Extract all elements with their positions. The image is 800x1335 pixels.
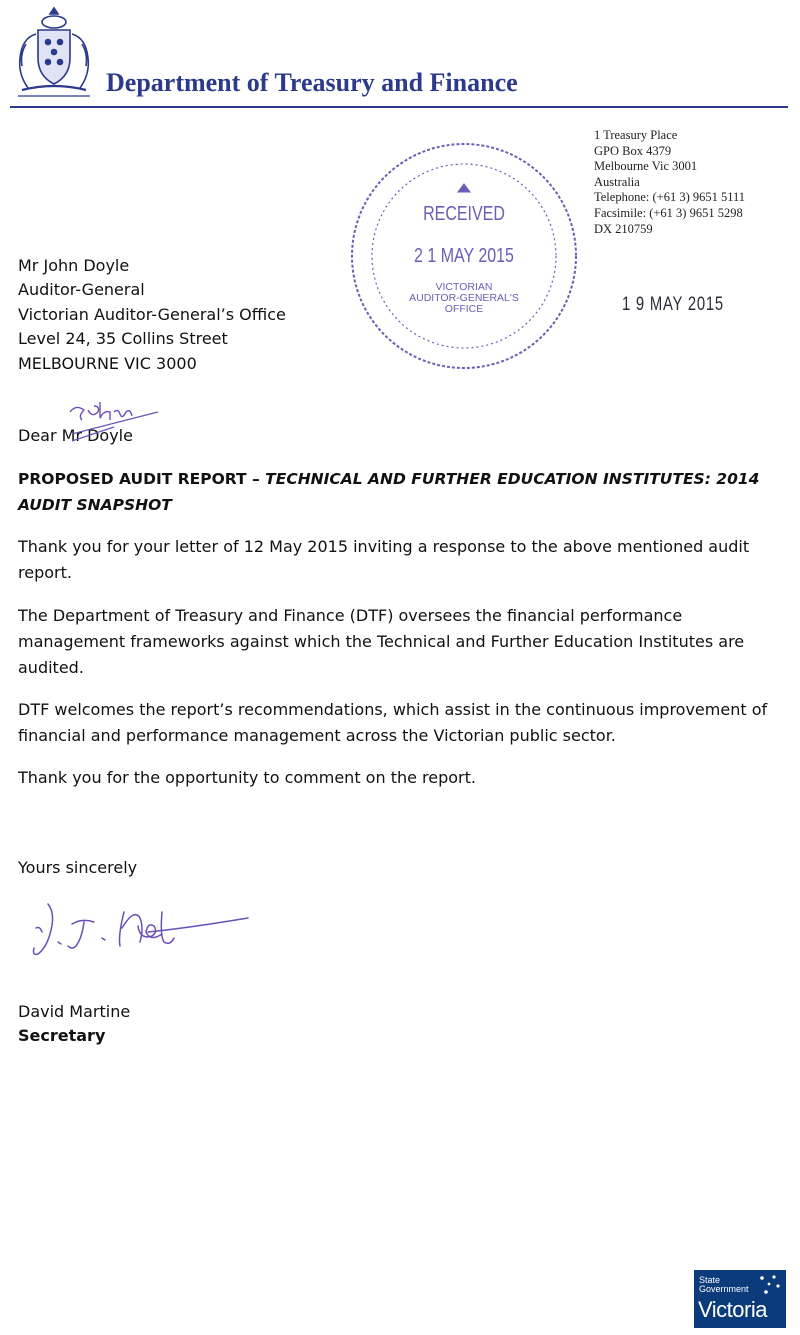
stamp-heading: RECEIVED	[423, 202, 505, 225]
subject-line	[18, 466, 788, 518]
recipient-street: Level 24, 35 Collins Street	[18, 329, 228, 349]
coat-of-arms-icon	[8, 4, 100, 102]
logo-wordmark: Victoria	[698, 1297, 767, 1322]
address-line: Melbourne Vic 3001	[594, 159, 698, 174]
stamp-date: 2 1 MAY 2015	[414, 244, 514, 267]
telephone-line: Telephone: (+61 3) 9651 5111	[594, 190, 746, 205]
letterhead-divider	[10, 106, 788, 108]
signature	[28, 898, 268, 978]
signer-title: Secretary	[18, 1026, 106, 1045]
body-paragraph: DTF welcomes the report’s recommendations, which assist in the continuous improvement of financial and performance management across the Victorian public sector.	[18, 700, 768, 745]
logo-line: Government	[699, 1284, 749, 1294]
salutation: Dear Mr Doyle	[18, 426, 133, 445]
address-line: Australia	[594, 174, 640, 189]
recipient-office: Victorian Auditor-General’s Office	[18, 304, 286, 324]
dx-line: DX 210759	[594, 221, 653, 236]
logo-line: State	[699, 1275, 721, 1285]
facsimile-line: Facsimile: (+61 3) 9651 5298	[594, 205, 743, 220]
recipient-city: MELBOURNE VIC 3000	[18, 353, 197, 373]
closing: Yours sincerely	[18, 858, 138, 877]
subject-prefix: PROPOSED AUDIT REPORT –	[18, 470, 266, 488]
body-paragraph: Thank you for the opportunity to comment on the report.	[18, 768, 476, 787]
address-line: 1 Treasury Place	[594, 128, 678, 142]
department-title: Department of Treasury and Finance	[106, 68, 518, 97]
recipient-name: Mr John Doyle	[18, 256, 130, 275]
received-stamp	[344, 140, 584, 376]
department-address	[594, 128, 745, 237]
body-paragraph: Thank you for your letter of 12 May 2015 inviting a response to the above mentioned audit report.	[18, 537, 750, 582]
recipient-address	[18, 254, 286, 376]
address-line: GPO Box 4379	[594, 143, 672, 158]
recipient-title: Auditor-General	[18, 280, 145, 300]
signer-name: David Martine	[18, 1002, 131, 1021]
stamp-office-line: AUDITOR-GENERAL'S	[409, 292, 519, 304]
southern-cross-icon	[756, 1274, 782, 1296]
subject-title: TECHNICAL AND FURTHER EDUCATION INSTITUTES: 2014 AUDIT SNAPSHOT	[18, 470, 760, 514]
stamp-office-line: OFFICE	[444, 303, 484, 315]
sent-date-stamp: 1 9 MAY 2015	[622, 294, 724, 315]
state-government-victoria-logo	[694, 1270, 786, 1328]
strikethrough-mark	[72, 425, 114, 445]
body-paragraph: The Department of Treasury and Finance (DTF) oversees the financial performance management frameworks against which the Technical and Further Education Institutes are audited.	[18, 606, 745, 677]
stamp-office-line: VICTORIAN	[435, 281, 493, 293]
